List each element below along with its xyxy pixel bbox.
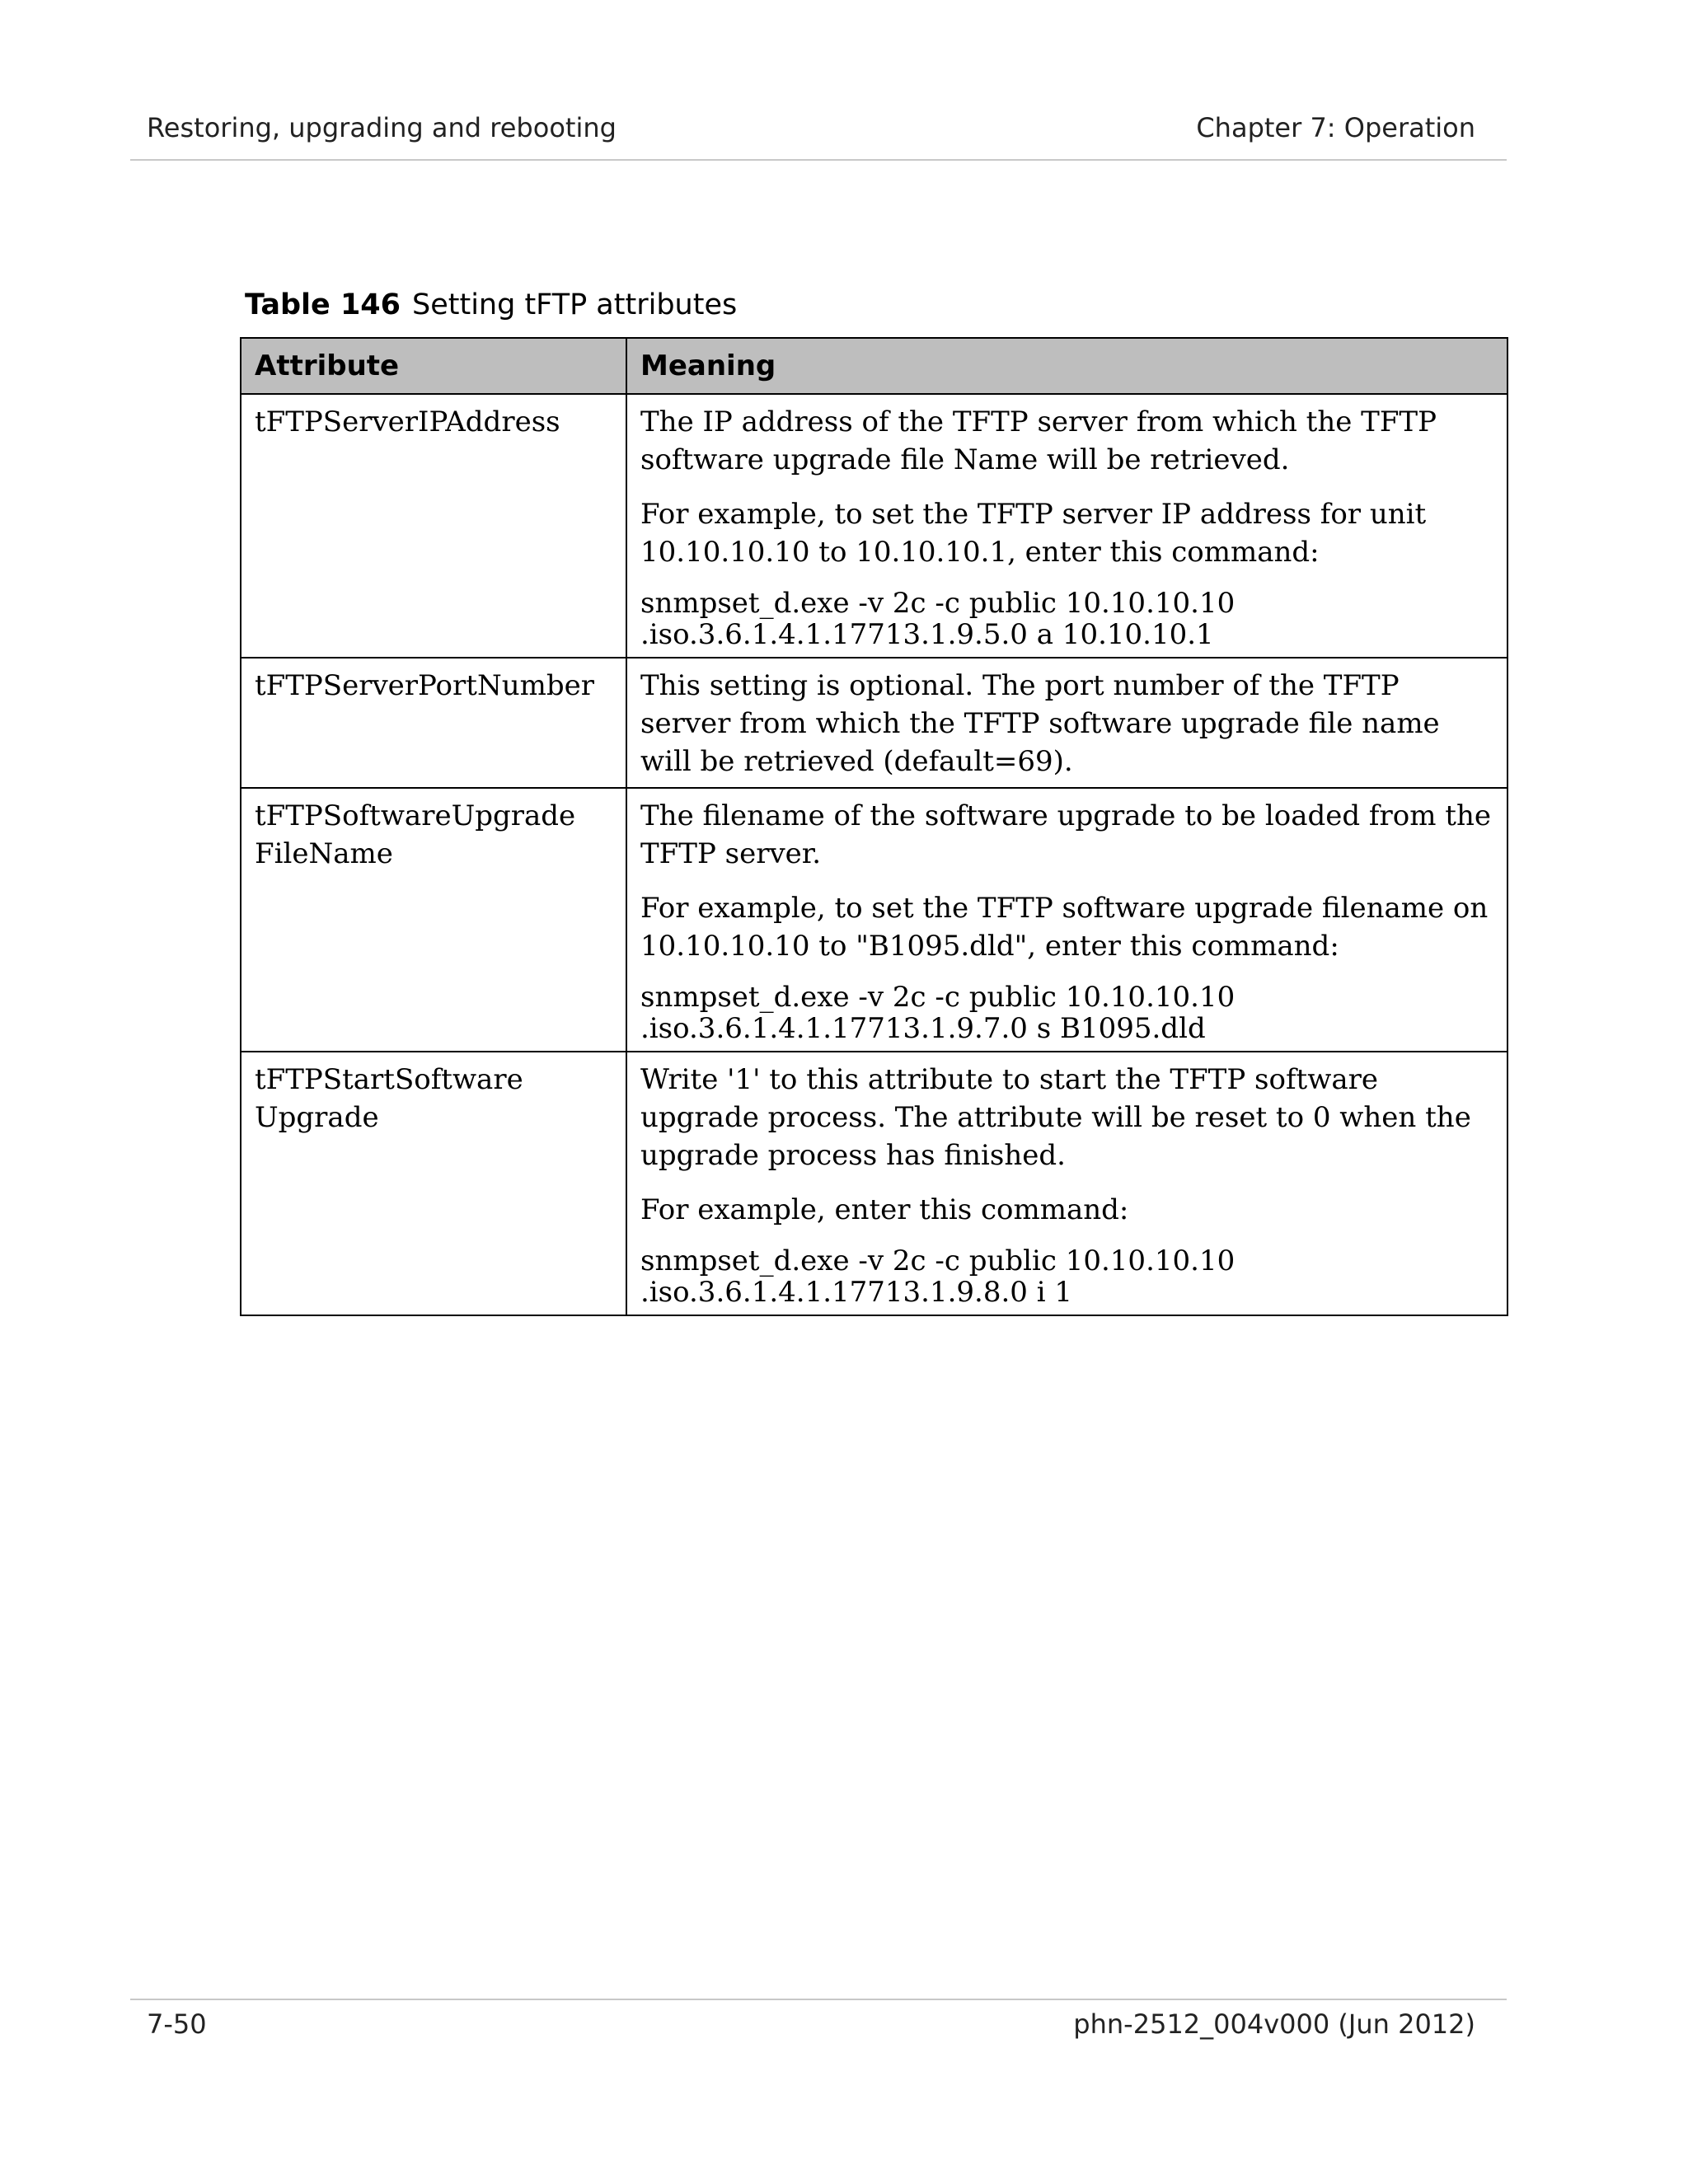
table-row <box>241 1052 1507 1315</box>
command-example: snmpset_d.exe -v 2c -c public 10.10.10.10 .iso.3.6.1.4.1.17713.1.9.8.0 i 1 <box>640 1244 1236 1309</box>
meaning-paragraph: For example, to set the TFTP software upgrade filename on 10.10.10.10 to "B1095.dld", enter this command: <box>640 892 1489 963</box>
header-chapter-title: Chapter 7: Operation <box>1196 112 1475 143</box>
header-section-title: Restoring, upgrading and rebooting <box>147 112 617 143</box>
table-header-row <box>241 338 1507 394</box>
tftp-attributes-table <box>240 337 1508 1316</box>
header-divider <box>130 159 1507 161</box>
column-header-meaning: Meaning <box>626 338 1507 394</box>
meaning-paragraph: For example, enter this command: <box>640 1193 1129 1226</box>
attribute-cell: tFTPStartSoftware Upgrade <box>241 1052 626 1315</box>
meaning-paragraph: For example, to set the TFTP server IP address for unit 10.10.10.10 to 10.10.10.1, enter this command: <box>640 498 1427 569</box>
document-id: phn-2512_004v000 (Jun 2012) <box>1073 2008 1475 2040</box>
meaning-paragraph: The filename of the software upgrade to be loaded from the TFTP server. <box>640 799 1491 870</box>
table-caption-title: Setting tFTP attributes <box>412 288 738 321</box>
command-example: snmpset_d.exe -v 2c -c public 10.10.10.10 .iso.3.6.1.4.1.17713.1.9.5.0 a 10.10.10.1 <box>640 587 1236 651</box>
column-header-attribute: Attribute <box>241 338 626 394</box>
meaning-cell <box>626 788 1507 1052</box>
page-footer <box>130 2008 1492 2041</box>
meaning-cell <box>626 394 1507 658</box>
meaning-cell <box>626 1052 1507 1315</box>
table-caption-number: Table 146 <box>245 288 401 321</box>
footer-divider <box>130 1999 1507 2000</box>
table-row <box>241 394 1507 658</box>
page-header <box>130 112 1492 145</box>
command-example: snmpset_d.exe -v 2c -c public 10.10.10.10 .iso.3.6.1.4.1.17713.1.9.7.0 s B1095.dld <box>640 981 1236 1045</box>
meaning-cell <box>626 658 1507 788</box>
page-number: 7-50 <box>147 2008 207 2040</box>
meaning-paragraph: This setting is optional. The port number of the TFTP server from which the TFTP software upgrade file name will be retrieved (default=69). <box>640 669 1440 778</box>
table-body <box>241 394 1507 1315</box>
attribute-cell: tFTPServerPortNumber <box>241 658 626 788</box>
meaning-paragraph: Write '1' to this attribute to start the TFTP software upgrade process. The attribute will be reset to 0 when the upgrade process has finished. <box>640 1063 1471 1172</box>
table-row <box>241 788 1507 1052</box>
attribute-cell: tFTPServerIPAddress <box>241 394 626 658</box>
meaning-paragraph: The IP address of the TFTP server from which the TFTP software upgrade file Name will be retrieved. <box>640 405 1437 476</box>
table-row <box>241 658 1507 788</box>
table-caption <box>245 288 737 321</box>
attribute-cell: tFTPSoftwareUpgrade FileName <box>241 788 626 1052</box>
